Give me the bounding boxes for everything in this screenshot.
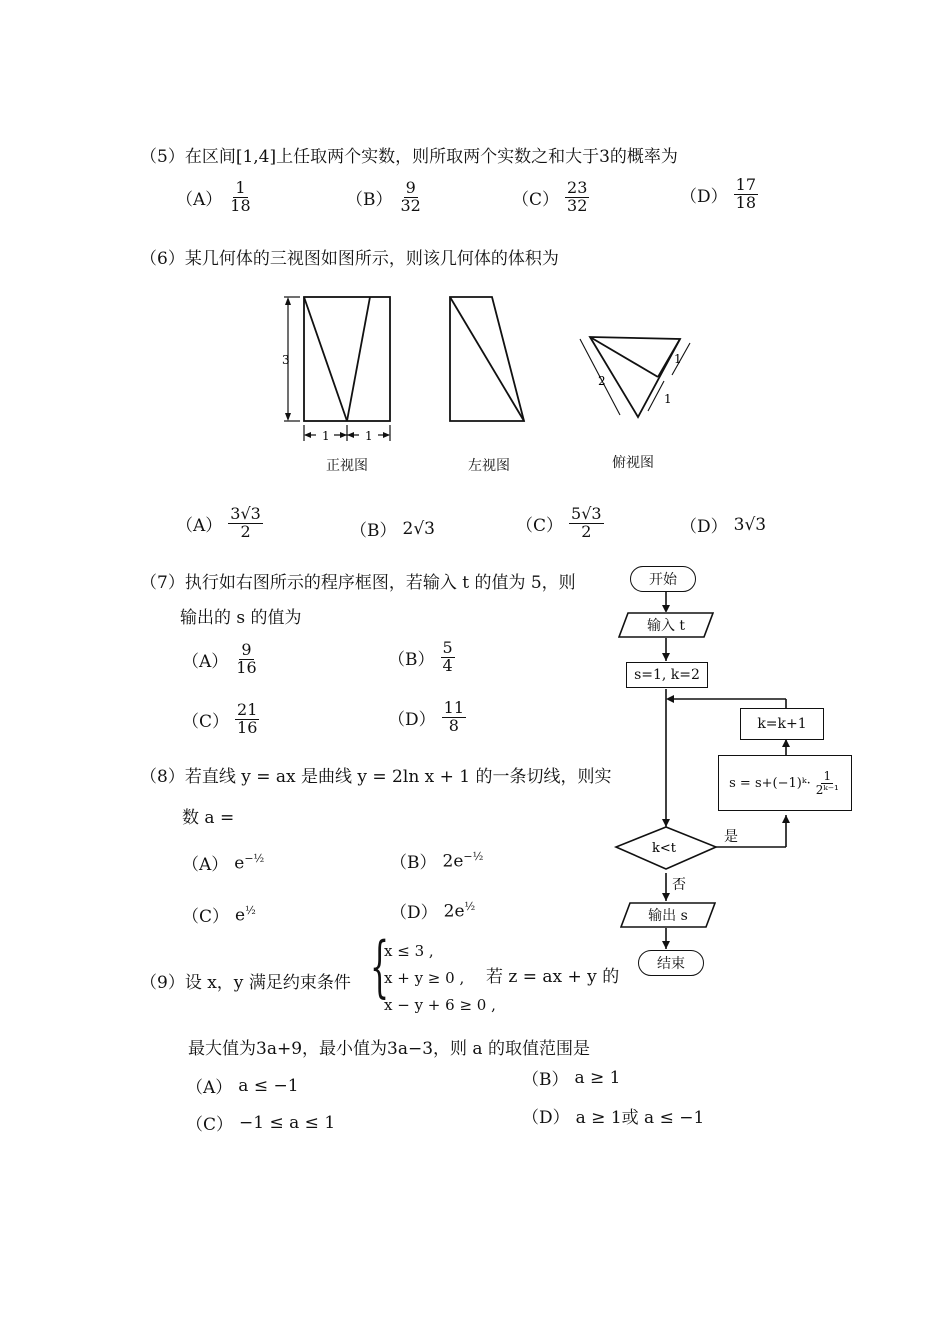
q8-option-b [390, 848, 483, 873]
numerator: 11 [443, 698, 464, 717]
option-label: （B） [350, 521, 397, 541]
fc-output-text: 输出 s [648, 908, 688, 924]
exponent: −½ [244, 851, 265, 865]
denominator: 32 [567, 195, 588, 215]
option-value: a ≥ 1 [574, 1067, 621, 1088]
option-value: 3√3 [733, 514, 767, 535]
option-label: （B） [346, 189, 393, 210]
exponent: −½ [463, 849, 484, 863]
constraint-2: x + y ≥ 0 , [384, 969, 465, 987]
q7-option-b [388, 640, 455, 675]
numerator: 17 [735, 175, 756, 194]
option-label: （A） [176, 515, 223, 536]
fc-input-text: 输入 t [646, 618, 686, 634]
fraction [734, 177, 758, 212]
dim-top-a: 2 [598, 374, 606, 388]
q6-option-a [176, 506, 263, 541]
numerator: 21 [237, 700, 258, 719]
q7-stem-line1: （7）执行如右图所示的程序框图，若输入 t 的值为 5，则 [140, 573, 576, 593]
q8-stem-line2: 数 a = [182, 808, 235, 828]
q5-option-c [512, 180, 589, 215]
option-label: （A） [186, 1078, 233, 1098]
fc-input [618, 612, 714, 638]
fraction [442, 700, 466, 735]
option-label: （B） [390, 853, 437, 873]
fraction [235, 702, 259, 737]
numerator: 1 [823, 768, 832, 783]
numerator: 9 [405, 178, 416, 197]
option-value [234, 852, 264, 874]
q9-option-d [522, 1103, 704, 1128]
denominator: 16 [237, 717, 258, 737]
fc-output [620, 902, 716, 928]
option-value: 2√3 [402, 518, 435, 539]
q6-stem: （6）某几何体的三视图如图所示，则该几何体的体积为 [140, 249, 559, 269]
front-view [284, 297, 390, 441]
option-label: （A） [182, 855, 229, 875]
option-label: （D） [680, 186, 728, 207]
dim-top-b: 1 [664, 392, 672, 406]
fraction [441, 640, 455, 675]
denominator: 32 [400, 195, 421, 215]
q6-option-d [680, 512, 766, 537]
exponent: ½ [245, 903, 256, 917]
q8-option-c [182, 902, 256, 927]
fc-update-k: k=k+1 [740, 708, 824, 740]
option-label: （B） [388, 649, 435, 670]
option-value [444, 900, 476, 922]
q8-option-d [390, 898, 475, 923]
denominator: 4 [442, 655, 453, 675]
q5-stem: （5）在区间[1,4]上任取两个实数，则所取两个实数之和大于3的概率为 [140, 147, 678, 167]
q9-stem-prefix: （9）设 x，y 满足约束条件 [140, 973, 351, 993]
q5-option-a [176, 180, 253, 215]
denominator: 18 [230, 195, 251, 215]
constraint-1: x ≤ 3 , [384, 942, 434, 960]
base: 2e [442, 851, 464, 872]
option-value: a ≤ −1 [238, 1075, 299, 1096]
exponent: ½ [464, 899, 476, 913]
fc-condition-text: k<t [652, 841, 676, 856]
numerator: 3√3 [230, 504, 261, 523]
fraction [569, 506, 604, 541]
denominator: 2 [240, 521, 251, 541]
denominator: 2ᵏ⁻¹ [815, 782, 839, 797]
option-label: （C） [516, 515, 564, 536]
dim-w2: 1 [365, 429, 373, 443]
q5-option-b [346, 180, 423, 215]
option-label: （A） [182, 651, 229, 672]
option-label: （C） [512, 189, 560, 210]
q9-option-a [186, 1073, 299, 1098]
q9-option-b [522, 1065, 621, 1090]
fc-yes-label: 是 [724, 829, 738, 845]
base: e [235, 905, 246, 926]
option-value [235, 904, 256, 926]
top-view [580, 337, 690, 417]
side-view [450, 297, 524, 421]
fc-init: s=1, k=2 [626, 662, 708, 688]
q8-stem-line1: （8）若直线 y = ax 是曲线 y = 2ln x + 1 的一条切线，则实 [140, 767, 612, 787]
option-value: a ≥ 1或 a ≤ −1 [575, 1108, 705, 1128]
fraction [814, 770, 841, 796]
numerator: 5 [442, 638, 453, 657]
fraction [565, 180, 589, 215]
q7-option-d [388, 700, 466, 735]
numerator: 23 [567, 178, 588, 197]
dim-w1: 1 [322, 429, 330, 443]
q7-option-a [182, 642, 259, 677]
q9-option-c [186, 1110, 335, 1135]
denominator: 18 [735, 192, 756, 212]
q7-option-c [182, 702, 259, 737]
option-label: （D） [390, 903, 438, 923]
fraction [234, 642, 258, 677]
option-label: （C） [186, 1115, 234, 1135]
option-label: （D） [680, 517, 728, 537]
q7-stem-line2: 输出的 s 的值为 [180, 608, 302, 628]
option-value [443, 850, 484, 872]
q9-stem-suffix: 若 z = ax + y 的 [486, 967, 620, 987]
option-label: （C） [182, 711, 230, 732]
option-label: （D） [388, 709, 436, 730]
numerator: 9 [241, 640, 252, 659]
q6-option-b [350, 516, 435, 541]
base: e [234, 853, 245, 874]
brace: { [370, 929, 390, 1007]
fraction [399, 180, 423, 215]
constraint-list [384, 938, 496, 1019]
q5-option-d [680, 177, 758, 212]
fraction [228, 506, 263, 541]
fc-end: 结束 [638, 950, 704, 976]
q8-option-a [182, 850, 264, 875]
fc-start: 开始 [630, 566, 696, 592]
front-view-label: 正视图 [326, 458, 368, 474]
option-label: （A） [176, 189, 223, 210]
denominator: 2 [581, 521, 592, 541]
q9-stem-line2: 最大值为3a+9，最小值为3a−3，则 a 的取值范围是 [188, 1039, 590, 1059]
option-label: （B） [522, 1070, 569, 1090]
option-label: （D） [522, 1108, 570, 1128]
top-view-label: 俯视图 [612, 455, 654, 471]
q6-option-c [516, 506, 604, 541]
dim-height: 3 [282, 353, 290, 367]
denominator: 8 [448, 715, 459, 735]
numerator: 5√3 [571, 504, 602, 523]
option-label: （C） [182, 907, 230, 927]
denominator: 16 [236, 657, 257, 677]
side-view-label: 左视图 [468, 458, 510, 474]
numerator: 1 [235, 178, 246, 197]
fc-no-label: 否 [672, 877, 686, 893]
fraction [228, 180, 252, 215]
fc-update-s [718, 755, 852, 811]
dim-top-c: 1 [674, 352, 682, 366]
option-value: −1 ≤ a ≤ 1 [239, 1112, 336, 1133]
fc-update-s-expr: s = s+(−1)ᵏ· [729, 775, 811, 791]
constraint-3: x − y + 6 ≥ 0 , [384, 996, 496, 1014]
base: 2e [443, 901, 465, 922]
